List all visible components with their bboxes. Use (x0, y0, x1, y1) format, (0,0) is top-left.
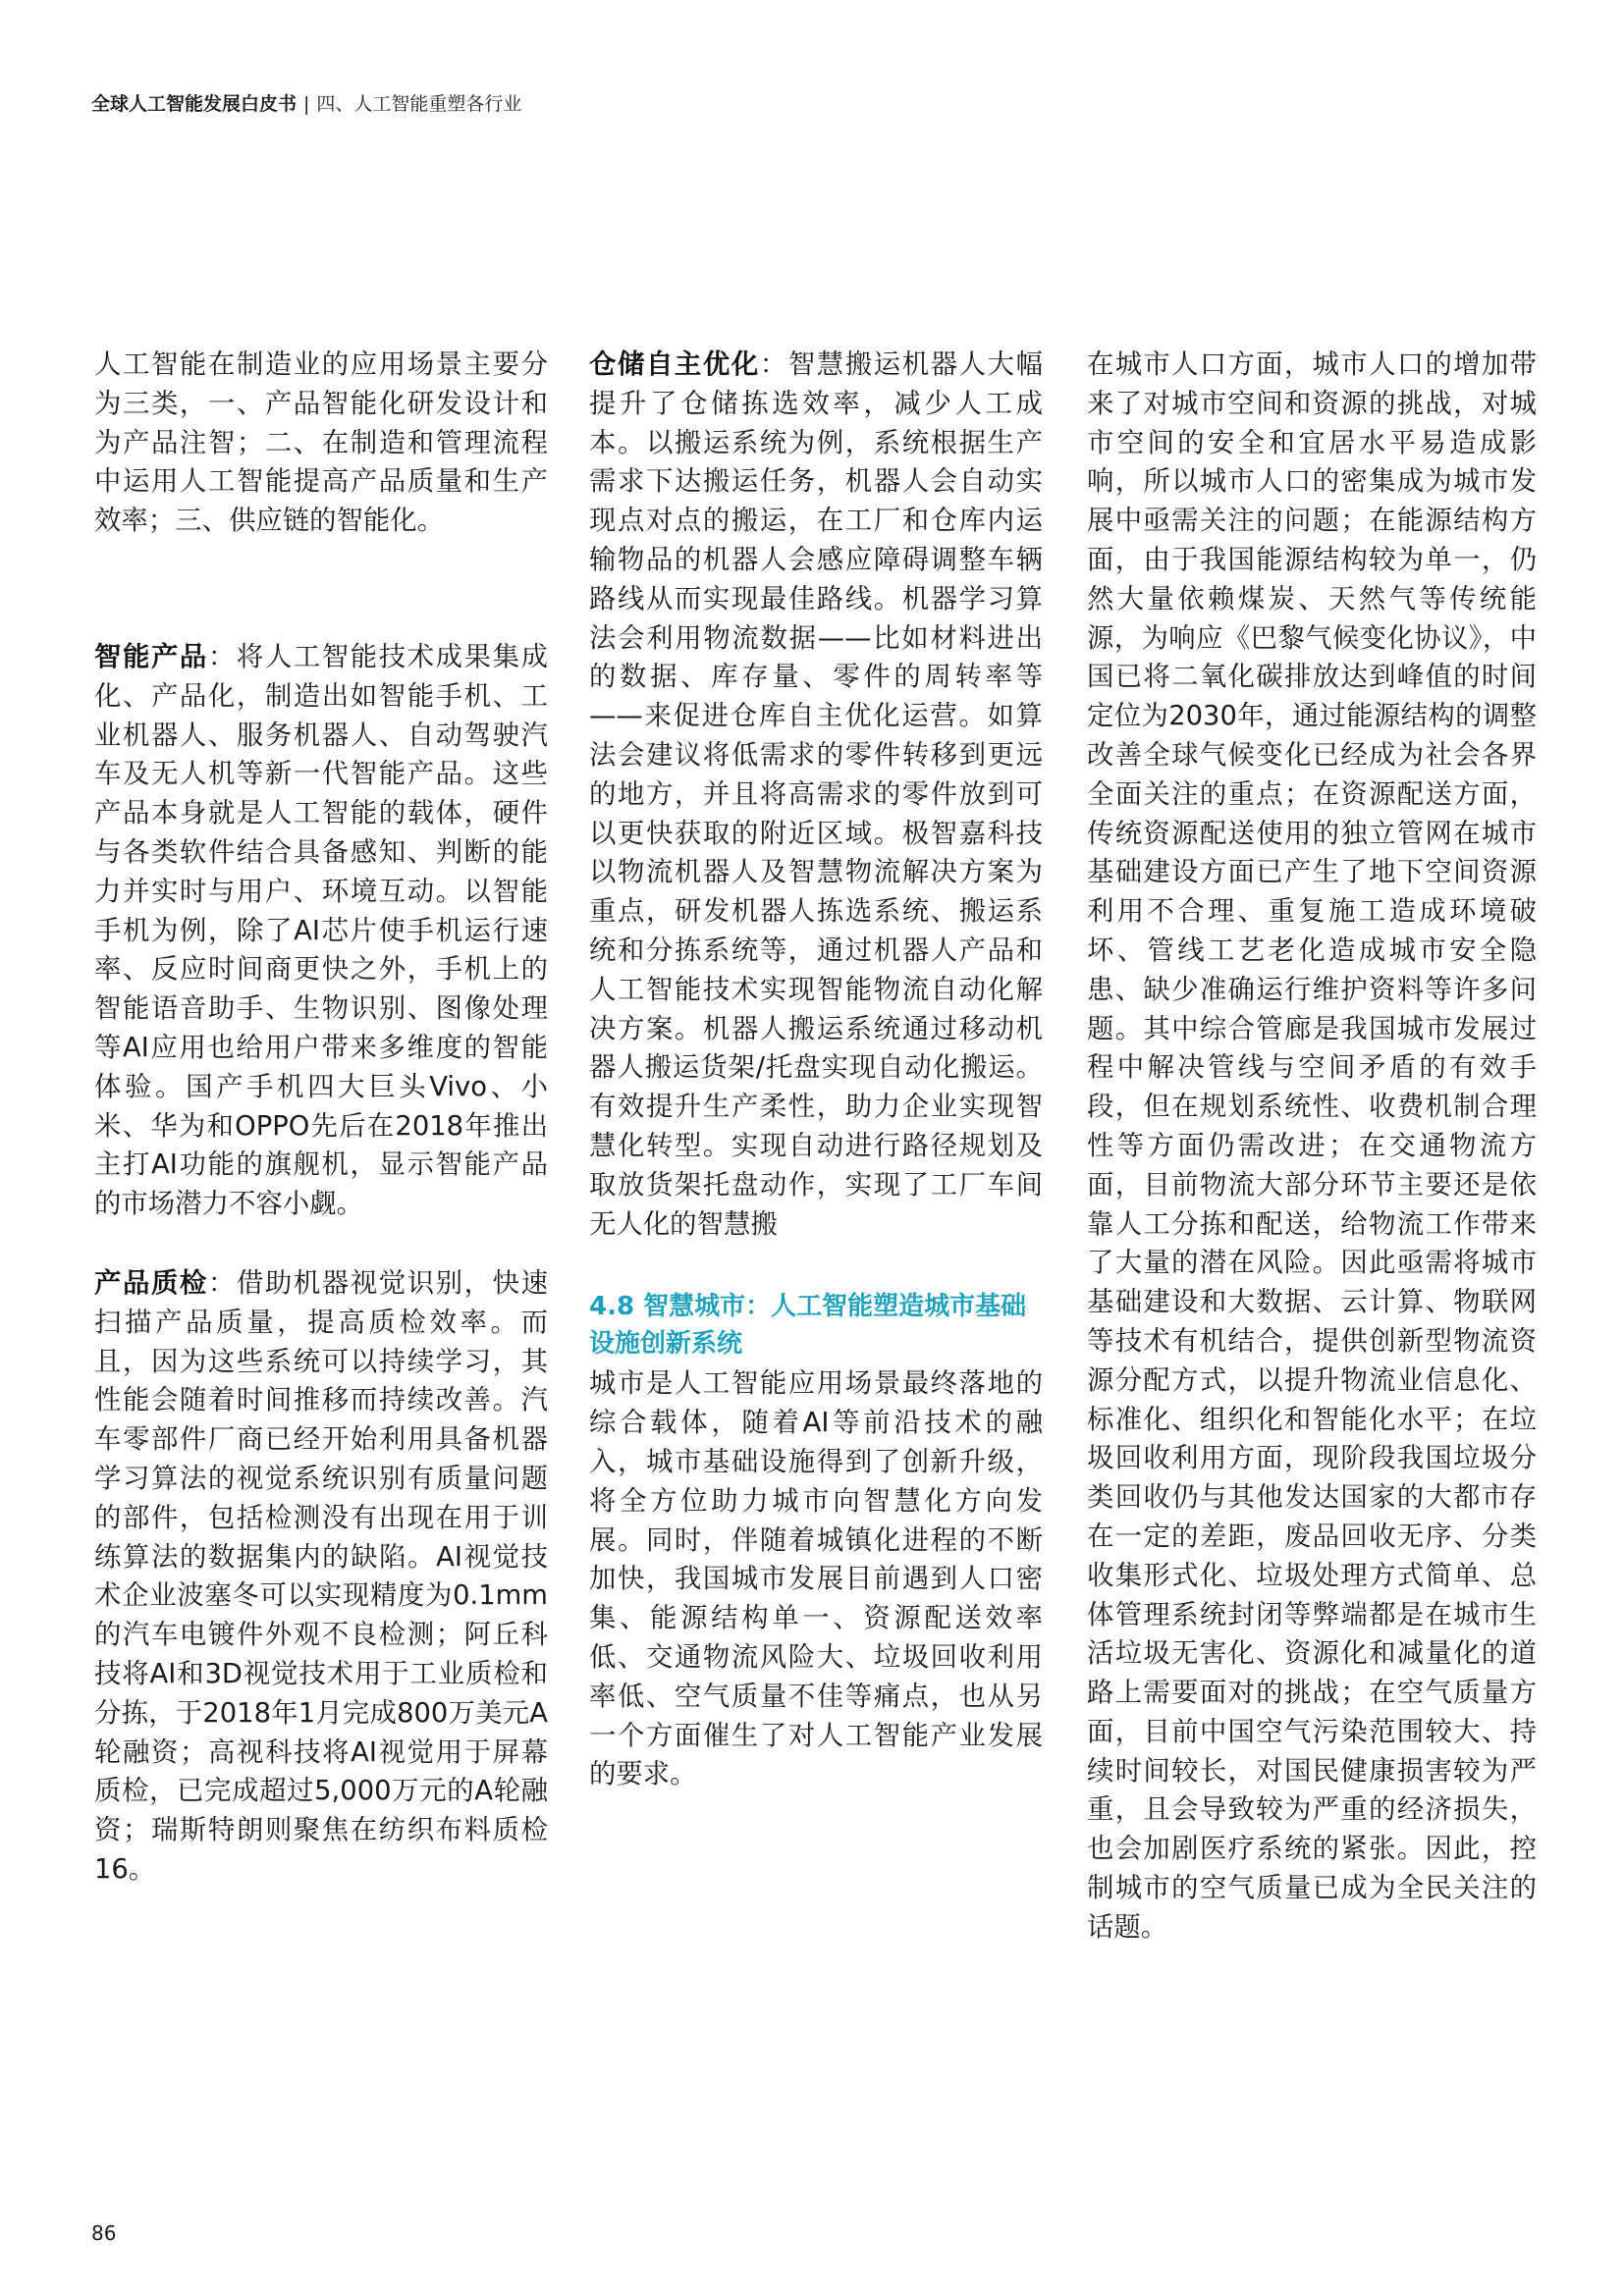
smart-city-intro-paragraph: 城市是人工智能应用场景最终落地的综合载体，随着AI等前沿技术的融入，城市基础设施得到了创新升级，将全方位助力城市向智慧化方向发展。同时，伴随着城镇化进程的不断加快，我国城市发展目前遇到人口密集、能源结构单一、资源配送效率低、交通物流风险大、垃圾回收利用率低、空气质量不佳等痛点，也从另一个方面催生了对人工智能产业发展的要求。 (589, 1368, 1043, 1790)
running-header (91, 90, 521, 118)
smart-products-paragraph (94, 638, 548, 1224)
warehouse-paragraph (589, 346, 1043, 1244)
text-column-2 (589, 346, 1043, 1794)
warehouse-colon: ： (759, 349, 788, 380)
smart-city-detail-paragraph: 在城市人口方面，城市人口的增加带来了对城市空间和资源的挑战，对城市空间的安全和宜居水平易造成影响，所以城市人口的密集成为城市发展中亟需关注的问题；在能源结构方面，由于我国能源结构较为单一，仍然大量依赖煤炭、天然气等传统能源，为响应《巴黎气候变化协议》，中国已将二氧化碳排放达到峰值的时间定位为2030年，通过能源结构的调整改善全球气候变化已经成为社会各界全面关注的重点；在资源配送方面，传统资源配送使用的独立管网在城市基础建设方面已产生了地下空间资源利用不合理、重复施工造成环境破坏、管线工艺老化造成城市安全隐患、缺少准确运行维护资料等许多问题。其中综合管廊是我国城市发展过程中解决管线与空间矛盾的有效手段，但在规划系统性、收费机制合理性等方面仍需改进；在交通物流方面，目前物流大部分环节主要还是依靠人工分拣和配送，给物流工作带来了大量的潜在风险。因此亟需将城市基础建设和大数据、云计算、物联网等技术有机结合，提供创新型物流资源分配方式，以提升物流业信息化、标准化、组织化和智能化水平；在垃圾回收利用方面，现阶段我国垃圾分类回收仍与其他发达国家的大都市存在一定的差距，废品回收无序、分类收集形式化、垃圾处理方式简单、总体管理系统封闭等弊端都是在城市生活垃圾无害化、资源化和减量化的道路上需要面对的挑战；在空气质量方面，目前中国空气污染范围较大、持续时间较长，对国民健康损害较为严重，且会导致较为严重的经济损失，也会加剧医疗系统的紧张。因此，控制城市的空气质量已成为全民关注的话题。 (1087, 349, 1537, 1943)
section-heading-4-8: 4.8 智慧城市：人工智能塑造城市基础设施创新系统 (589, 1292, 1027, 1360)
quality-inspection-colon: ： (207, 1267, 237, 1299)
intro-paragraph: 人工智能在制造业的应用场景主要分为三类，一、产品智能化研发设计和为产品注智；二、在制造和管理流程中运用人工智能提高产品质量和生产效率；三、供应链的智能化。 (94, 349, 548, 537)
paragraph-spacer (94, 1224, 548, 1264)
paragraph-spacer (94, 541, 548, 638)
quality-inspection-paragraph (94, 1264, 548, 1890)
section-title: 四、人工智能重塑各行业 (316, 93, 522, 115)
page-number: 86 (91, 2221, 117, 2245)
quality-inspection-text: 借助机器视觉识别，快速扫描产品质量，提高质检效率。而且，因为这些系统可以持续学习，其性能会随着时间推移而持续改善。汽车零部件厂商已经开始利用具备机器学习算法的视觉系统识别有质量问题的部件，包括检测没有出现在用于训练算法的数据集内的缺陷。AI视觉技术企业波塞冬可以实现精度为0.1mm的汽车电镀件外观不良检测；阿丘科技将AI和3D视觉技术用于工业质检和分拣，于2018年1月完成800万美元A轮融资；高视科技将AI视觉用于屏幕质检，已完成超过5,000万元的A轮融资；瑞斯特朗则聚焦在纺织布料质检16。 (94, 1267, 548, 1885)
text-column-3 (1087, 346, 1537, 1948)
warehouse-term: 仓储自主优化 (589, 349, 760, 380)
warehouse-text: 智慧搬运机器人大幅提升了仓储拣选效率，减少人工成本。以搬运系统为例，系统根据生产需求下达搬运任务，机器人会自动实现点对点的搬运，在工厂和仓库内运输物品的机器人会感应障碍调整车辆路线从而实现最佳路线。机器学习算法会利用物流数据——比如材料进出的数据、库存量、零件的周转率等——来促进仓库自主优化运营。如算法会建议将低需求的零件转移到更远的地方，并且将高需求的零件放到可以更快获取的附近区域。极智嘉科技以物流机器人及智慧物流解决方案为重点，研发机器人拣选系统、搬运系统和分拣系统等，通过机器人产品和人工智能技术实现智能物流自动化解决方案。机器人搬运系统通过移动机器人搬运货架/托盘实现自动化搬运。有效提升生产柔性，助力企业实现智慧化转型。实现自动进行路径规划及取放货架托盘动作，实现了工厂车间无人化的智慧搬 (589, 349, 1043, 1240)
smart-products-colon: ： (207, 641, 237, 672)
text-column-1 (94, 346, 548, 1890)
paragraph-spacer (589, 1244, 1043, 1288)
document-title: 全球人工智能发展白皮书 (91, 93, 298, 115)
quality-inspection-term: 产品质检 (94, 1267, 208, 1299)
smart-products-term: 智能产品 (94, 641, 208, 672)
smart-products-text: 将人工智能技术成果集成化、产品化，制造出如智能手机、工业机器人、服务机器人、自动驾驶汽车及无人机等新一代智能产品。这些产品本身就是人工智能的载体，硬件与各类软件结合具备感知、判断的能力并实时与用户、环境互动。以智能手机为例，除了AI芯片使手机运行速率、反应时间商更快之外，手机上的智能语音助手、生物识别、图像处理等AI应用也给用户带来多维度的智能体验。国产手机四大巨头Vivo、小米、华为和OPPO先后在2018年推出主打AI功能的旗舰机，显示智能产品的市场潜力不容小觑。 (94, 641, 548, 1220)
header-separator: | (303, 93, 310, 115)
